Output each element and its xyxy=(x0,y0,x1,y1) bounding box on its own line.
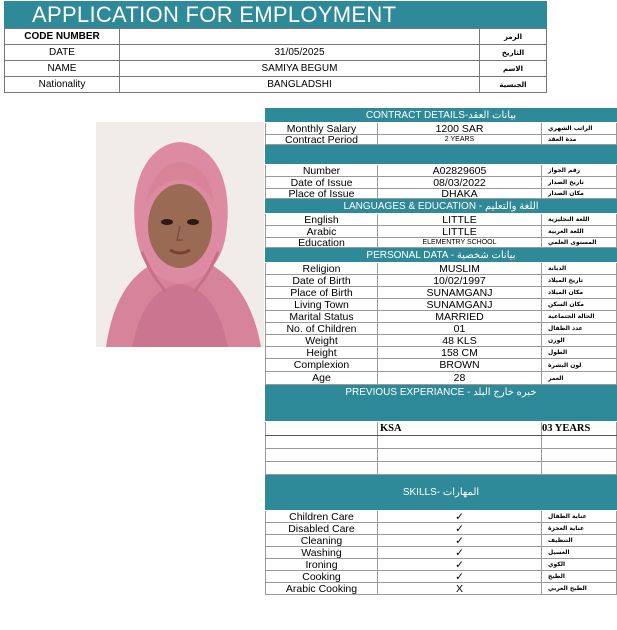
marital-status-row xyxy=(265,311,617,323)
experience-blank-cell xyxy=(265,422,378,435)
personal-data-heading: PERSONAL DATA - بيانات شخصية xyxy=(265,248,617,263)
skill-disabled-care-value: ✓ xyxy=(378,523,542,534)
skill-cleaning-value: ✓ xyxy=(378,535,542,546)
skill-children-care-value: ✓ xyxy=(378,511,542,522)
date-arabic: التاريخ xyxy=(480,45,547,61)
experience-empty-row xyxy=(265,462,617,475)
skill-cooking-arabic: الطبخ xyxy=(542,571,617,582)
date-of-issue-label: Date of Issue xyxy=(265,177,378,188)
passport-number-arabic: رقم الجواز xyxy=(542,165,617,176)
weight-arabic: الوزن xyxy=(542,335,617,346)
passport-number-label: Number xyxy=(265,165,378,176)
name-row xyxy=(5,61,547,77)
experience-period: 03 YEARS xyxy=(542,422,617,435)
place-of-birth-arabic: مكان الميلاد xyxy=(542,287,617,298)
living-town-arabic: مكان السكن xyxy=(542,299,617,310)
code-number-value xyxy=(120,29,480,45)
complexion-value: BROWN xyxy=(378,359,542,371)
marital-status-arabic: الحالة الجتماعية xyxy=(542,311,617,322)
skill-cleaning-arabic: التنظيف xyxy=(542,535,617,546)
children-arabic: عدد الطفال xyxy=(542,323,617,334)
nationality-arabic: الجنسية xyxy=(480,77,547,93)
experience-row xyxy=(265,422,617,436)
living-town-value: SUNAMGANJ xyxy=(378,299,542,310)
place-of-issue-value: DHAKA xyxy=(378,189,542,198)
skill-disabled-care-label: Disabled Care xyxy=(265,523,378,534)
skill-cleaning-row xyxy=(265,535,617,547)
contract-period-arabic: مدة العقد xyxy=(542,135,617,144)
application-form xyxy=(265,108,617,595)
monthly-salary-value: 1200 SAR xyxy=(378,123,542,134)
passport-number-row xyxy=(265,165,617,177)
date-of-issue-arabic: تاريخ الصدار xyxy=(542,177,617,188)
age-row xyxy=(265,372,617,385)
form-title: APPLICATION FOR EMPLOYMENT xyxy=(32,2,397,27)
code-number-arabic: الرمز xyxy=(480,29,547,45)
education-value: ELEMENTRY SCHOOL xyxy=(378,238,542,247)
monthly-salary-label: Monthly Salary xyxy=(265,123,378,134)
marital-status-label: Marital Status xyxy=(265,311,378,322)
place-of-birth-value: SUNAMGANJ xyxy=(378,287,542,298)
date-of-birth-label: Date of Birth xyxy=(265,275,378,286)
contract-period-row xyxy=(265,135,617,145)
name-label: NAME xyxy=(5,61,120,77)
religion-label: Religion xyxy=(265,263,378,274)
children-value: 01 xyxy=(378,323,542,334)
skills-heading: SKILLS- المهارات xyxy=(265,475,617,511)
skill-ironing-value: ✓ xyxy=(378,559,542,570)
personal-data-rows xyxy=(265,263,617,385)
weight-row xyxy=(265,335,617,347)
arabic-value: LITTLE xyxy=(378,226,542,237)
religion-value: MUSLIM xyxy=(378,263,542,274)
skill-children-care-row xyxy=(265,511,617,523)
header-info-table xyxy=(4,28,547,93)
code-number-label: CODE NUMBER xyxy=(5,29,120,45)
place-of-issue-label: Place of Issue xyxy=(265,189,378,198)
experience-empty-row xyxy=(265,449,617,462)
complexion-label: Complexion xyxy=(265,359,378,371)
experience-heading: PREVIOUS EXPERIANCE - خبره خارج البلد xyxy=(265,385,617,422)
weight-label: Weight xyxy=(265,335,378,346)
nationality-label: Nationality xyxy=(5,77,120,93)
experience-country: KSA xyxy=(378,422,542,435)
children-row xyxy=(265,323,617,335)
skill-washing-row xyxy=(265,547,617,559)
languages-heading: LANGUAGES & EDUCATION - اللغة والتعليم xyxy=(265,199,617,214)
date-value: 31/05/2025 xyxy=(120,45,480,61)
date-row xyxy=(5,45,547,61)
arabic-row xyxy=(265,226,617,238)
skill-washing-value: ✓ xyxy=(378,547,542,558)
place-of-issue-arabic: مكان الصدار xyxy=(542,189,617,198)
code-number-row xyxy=(5,29,547,45)
form-title-bar xyxy=(4,1,547,28)
name-arabic: الاسم xyxy=(480,61,547,77)
children-label: No. of Children xyxy=(265,323,378,334)
date-label: DATE xyxy=(5,45,120,61)
height-label: Height xyxy=(265,347,378,358)
living-town-label: Living Town xyxy=(265,299,378,310)
skill-disabled-care-arabic: عناية العجزة xyxy=(542,523,617,534)
date-of-issue-value: 08/03/2022 xyxy=(378,177,542,188)
skill-ironing-row xyxy=(265,559,617,571)
english-label: English xyxy=(265,214,378,225)
weight-value: 48 KLS xyxy=(378,335,542,346)
monthly-salary-row xyxy=(265,123,617,135)
skill-children-care-label: Children Care xyxy=(265,511,378,522)
religion-arabic: الديانة xyxy=(542,263,617,274)
living-town-row xyxy=(265,299,617,311)
passport-heading-bar xyxy=(265,145,617,165)
skill-arabic-cooking-label: Arabic Cooking xyxy=(265,583,378,594)
height-value: 158 CM xyxy=(378,347,542,358)
english-arabic: اللغة النجليزية xyxy=(542,214,617,225)
contract-details-heading: CONTRACT DETAILS-بيانات العقد xyxy=(265,108,617,123)
nationality-value: BANGLADSHI xyxy=(120,77,480,93)
skill-ironing-arabic: الكوي xyxy=(542,559,617,570)
skill-cooking-row xyxy=(265,571,617,583)
english-row xyxy=(265,214,617,226)
date-of-birth-row xyxy=(265,275,617,287)
skill-cleaning-label: Cleaning xyxy=(265,535,378,546)
skill-ironing-label: Ironing xyxy=(265,559,378,570)
skill-arabic-cooking-arabic: الطبخ العربي xyxy=(542,583,617,594)
date-of-birth-arabic: تاريخ الميلاد xyxy=(542,275,617,286)
age-arabic: العمر xyxy=(542,372,617,384)
contract-period-label: Contract Period xyxy=(265,135,378,144)
nationality-row xyxy=(5,77,547,93)
contract-period-value: 2 YEARS xyxy=(378,135,542,144)
applicant-photo xyxy=(96,122,264,347)
place-of-birth-row xyxy=(265,287,617,299)
date-of-birth-value: 10/02/1997 xyxy=(378,275,542,286)
religion-row xyxy=(265,263,617,275)
skill-arabic-cooking-row xyxy=(265,583,617,595)
english-value: LITTLE xyxy=(378,214,542,225)
skill-arabic-cooking-value: X xyxy=(378,583,542,594)
skill-cooking-label: Cooking xyxy=(265,571,378,582)
name-value: SAMIYA BEGUM xyxy=(120,61,480,77)
education-row xyxy=(265,238,617,248)
height-arabic: الطول xyxy=(542,347,617,358)
passport-number-value: A02829605 xyxy=(378,165,542,176)
arabic-label: Arabic xyxy=(265,226,378,237)
monthly-salary-arabic: الراتب الشهري xyxy=(542,123,617,134)
applicant-photo-image xyxy=(96,122,264,347)
date-of-issue-row xyxy=(265,177,617,189)
education-label: Education xyxy=(265,238,378,247)
complexion-row xyxy=(265,359,617,372)
skill-cooking-value: ✓ xyxy=(378,571,542,582)
skill-washing-label: Washing xyxy=(265,547,378,558)
place-of-birth-label: Place of Birth xyxy=(265,287,378,298)
arabic-arabic: اللغة العربية xyxy=(542,226,617,237)
age-value: 28 xyxy=(378,372,542,384)
complexion-arabic: لون البشرة xyxy=(542,359,617,371)
skill-children-care-arabic: عناية الطفال xyxy=(542,511,617,522)
age-label: Age xyxy=(265,372,378,384)
experience-empty-row xyxy=(265,436,617,449)
skill-washing-arabic: الغسيل xyxy=(542,547,617,558)
skill-disabled-care-row xyxy=(265,523,617,535)
education-arabic: المستوى العلمي xyxy=(542,238,617,247)
place-of-issue-row xyxy=(265,189,617,199)
marital-status-value: MARRIED xyxy=(378,311,542,322)
height-row xyxy=(265,347,617,359)
